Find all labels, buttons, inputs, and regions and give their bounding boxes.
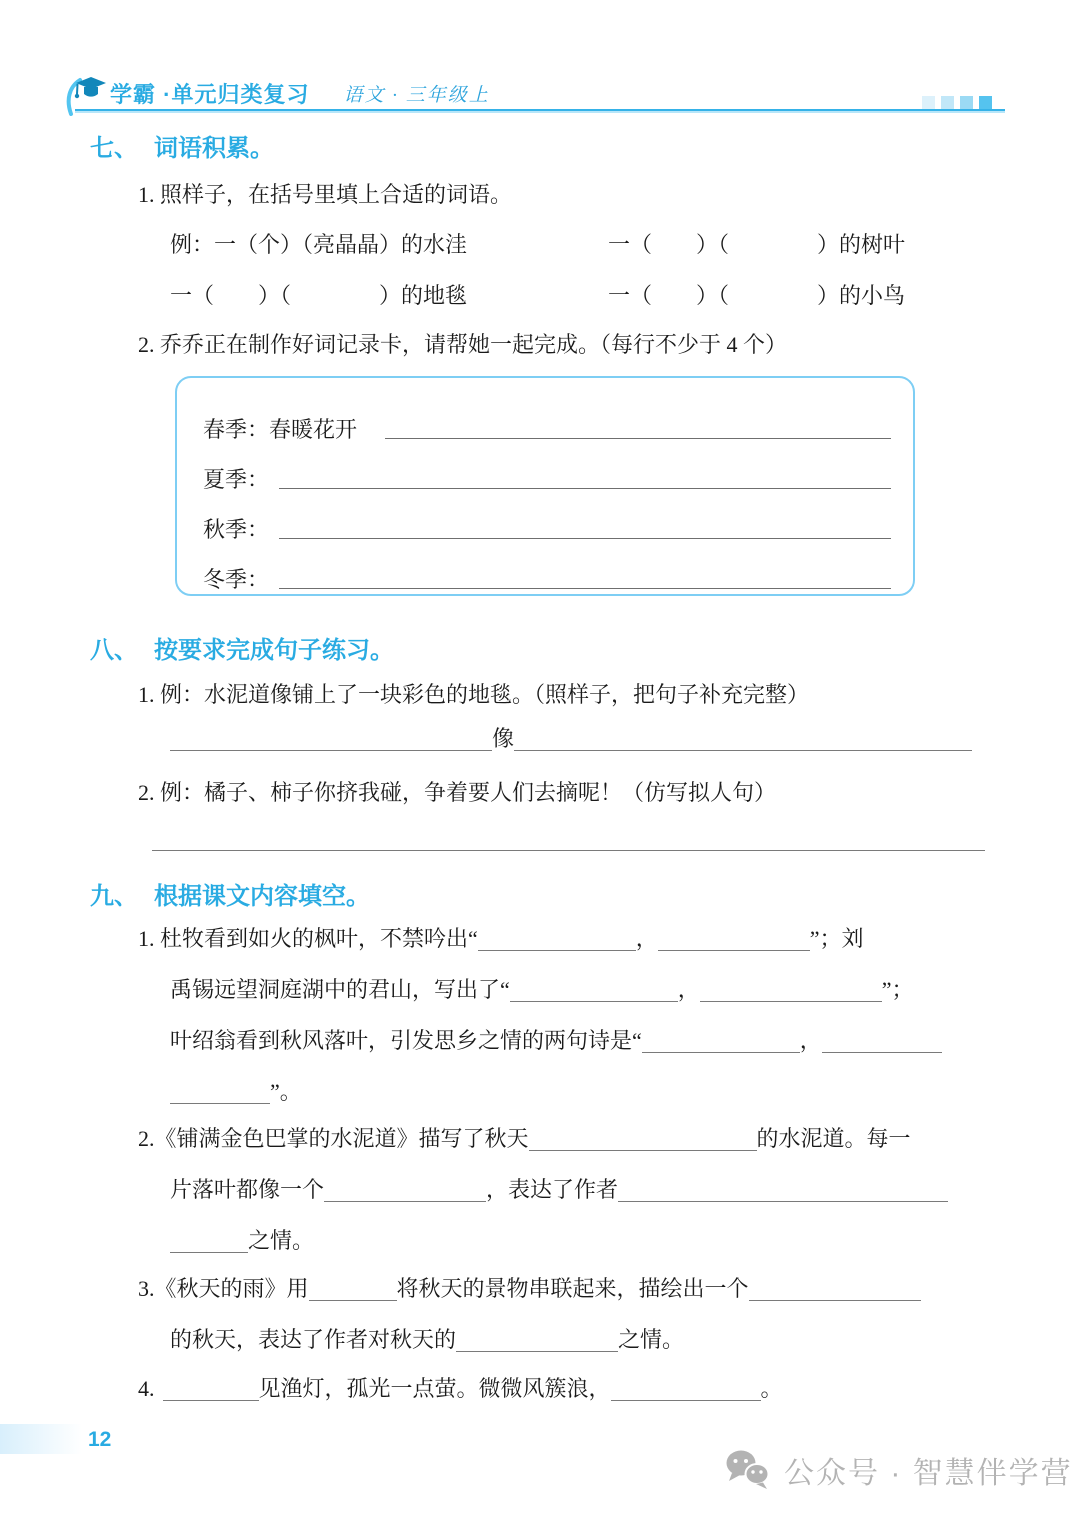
- question-text: 片落叶都像一个: [170, 1177, 325, 1202]
- answer-blank: [618, 1176, 948, 1202]
- question-7-1: 1. 照样子，在括号里填上合适的词语。: [138, 182, 513, 207]
- answer-blank: [170, 1227, 248, 1253]
- answer-blank: [456, 1326, 618, 1352]
- answer-blank: [510, 976, 678, 1002]
- wechat-footer: [724, 1448, 1073, 1492]
- question-text: ”；刘: [809, 926, 864, 951]
- wechat-label: 公众号 · 智慧伴学营: [784, 1457, 1073, 1490]
- question-line: [138, 1274, 921, 1304]
- answer-blank: [163, 1375, 259, 1401]
- question-text: 的秋天，表达了作者对秋天的: [170, 1327, 457, 1352]
- card-row-summer: [203, 444, 891, 494]
- question-text: ，表达了作者: [486, 1177, 619, 1202]
- answer-blank: [642, 1027, 800, 1053]
- question-text: ，: [677, 977, 700, 1002]
- question-text: 的水泥道。每一: [756, 1126, 911, 1151]
- question-text: ”。: [270, 1079, 302, 1104]
- card-row-spring: [203, 394, 891, 444]
- answer-blank: [658, 925, 810, 951]
- example-row: 例：一（个）（亮晶晶）的水洼: [170, 232, 468, 257]
- section-8-heading: [90, 630, 394, 665]
- sentence-answer-line: [170, 724, 972, 754]
- sentence-answer-line: [152, 824, 985, 854]
- decoration-square: [960, 96, 973, 109]
- section-number: 九、: [90, 883, 138, 910]
- question-line: [138, 1374, 783, 1404]
- question-7-2: 2. 乔乔正在制作好词记录卡，请帮她一起完成。（每行不少于 4 个）: [138, 332, 788, 357]
- card-row-label: 冬季：: [203, 567, 270, 592]
- card-row-label: 秋季：: [203, 517, 270, 542]
- question-line: [170, 1226, 314, 1256]
- question-line: [138, 1124, 911, 1154]
- question-line: [170, 1325, 684, 1355]
- section-title: 根据课文内容填空。: [154, 883, 370, 910]
- section-7-heading: [90, 128, 274, 163]
- brand-rest-part: ·单元归类复习: [156, 81, 310, 107]
- answer-blank: [170, 725, 492, 751]
- answer-blank: [170, 1078, 270, 1104]
- decoration-square: [941, 96, 954, 109]
- question-text: ，: [799, 1028, 822, 1053]
- decoration-square: [922, 96, 935, 109]
- question-text: 2.《铺满金色巴掌的水泥道》描写了秋天: [138, 1126, 529, 1151]
- decoration-square: [979, 96, 992, 109]
- example-row: 一（ ）（ ）的小鸟: [608, 283, 906, 308]
- question-line: [170, 1026, 942, 1056]
- question-8-2: 2. 例：橘子、柿子你挤我碰，争着要人们去摘呢！（仿写拟人句）: [138, 780, 777, 805]
- subject-label: 语文 · 三年级上: [343, 84, 490, 106]
- answer-blank: [309, 1275, 397, 1301]
- question-text: 之情。: [248, 1228, 315, 1253]
- like-word: 像: [492, 726, 515, 751]
- example-row: 一（ ）（ ）的地毯: [170, 283, 468, 308]
- question-text: 叶绍翁看到秋风落叶，引发思乡之情的两句诗是“: [170, 1028, 642, 1053]
- section-number: 八、: [90, 637, 138, 664]
- question-text: ”；: [881, 977, 914, 1002]
- answer-blank: [385, 413, 891, 439]
- answer-blank: [749, 1275, 921, 1301]
- corner-decoration: [922, 96, 992, 109]
- card-row-label: 春季：春暖花开: [203, 417, 358, 442]
- card-row-autumn: [203, 494, 891, 544]
- brand-title: [110, 78, 309, 109]
- section-title: 按要求完成句子练习。: [154, 637, 394, 664]
- question-line: [170, 1077, 302, 1107]
- question-8-1: 1. 例：水泥道像铺上了一块彩色的地毯。（照样子，把句子补充完整）: [138, 682, 810, 707]
- wechat-icon: [724, 1449, 772, 1491]
- word-card: [175, 376, 915, 596]
- brand-bold-part: 学霸: [110, 82, 156, 112]
- answer-blank: [514, 725, 972, 751]
- answer-blank: [279, 463, 891, 489]
- answer-blank: [529, 1125, 757, 1151]
- answer-blank: [700, 976, 882, 1002]
- question-text: 1. 杜牧看到如火的枫叶，不禁吟出“: [138, 926, 478, 951]
- page-number-decoration: [0, 1424, 82, 1454]
- answer-blank: [152, 825, 985, 851]
- card-row-winter: [203, 544, 891, 594]
- question-text: 4.: [138, 1376, 155, 1401]
- example-row: 一（ ）（ ）的树叶: [608, 232, 906, 257]
- question-text: 3.《秋天的雨》用: [138, 1276, 309, 1301]
- question-line: [170, 975, 914, 1005]
- question-line: [138, 924, 864, 954]
- section-9-heading: [90, 876, 370, 911]
- answer-blank: [279, 513, 891, 539]
- answer-blank: [611, 1375, 761, 1401]
- answer-blank: [478, 925, 636, 951]
- section-title: 词语积累。: [154, 135, 274, 162]
- card-row-label: 夏季：: [203, 467, 270, 492]
- question-text: 。: [760, 1376, 783, 1401]
- section-number: 七、: [90, 135, 138, 162]
- header-divider: [75, 109, 1005, 111]
- answer-blank: [324, 1176, 486, 1202]
- question-text: 将秋天的景物串联起来，描绘出一个: [396, 1276, 749, 1301]
- question-text: 之情。: [618, 1327, 685, 1352]
- question-text: 禹锡远望洞庭湖中的君山，写出了“: [170, 977, 510, 1002]
- question-text: ，: [635, 926, 658, 951]
- answer-blank: [822, 1027, 942, 1053]
- answer-blank: [279, 563, 891, 589]
- question-line: [170, 1175, 948, 1205]
- question-text: 见渔灯，孤光一点萤。微微风簇浪，: [258, 1376, 611, 1401]
- page-number: 12: [88, 1428, 112, 1451]
